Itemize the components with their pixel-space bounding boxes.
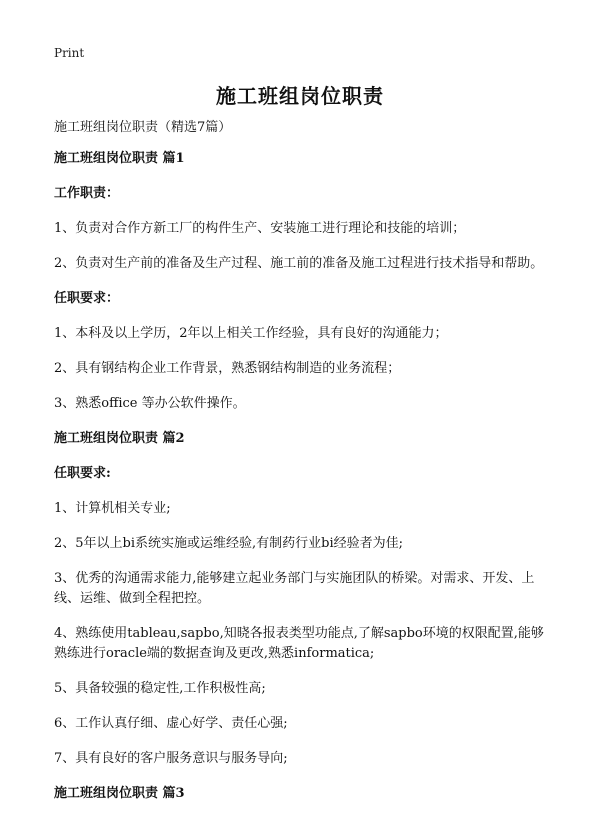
list-item: 2、5年以上bi系统实施或运维经验,有制药行业bi经验者为佳; [54,536,404,551]
list-item: 1、本科及以上学历，2年以上相关工作经验，具有良好的沟通能力； [54,326,448,341]
list-item: 5、具备较强的稳定性,工作积极性高; [54,681,266,696]
section [54,149,554,414]
document-body [54,118,554,819]
section [54,784,554,804]
document-subtitle: 施工班组岗位职责（精选7篇） [54,120,232,135]
sections-container [54,149,554,804]
list-item: 2、负责对生产前的准备及生产过程、施工前的准备及施工过程进行技术指导和帮助。 [54,256,544,271]
list-item: 4、熟练使用tableau,sapbo,知晓各报表类型功能点,了解sapbo环境的权限配置,能够熟练进行oracle端的数据查询及更改,熟悉informatica; [54,626,544,661]
list-item: 2、具有钢结构企业工作背景，熟悉钢结构制造的业务流程； [54,361,401,376]
list-item: 3、熟悉office 等办公软件操作。 [54,396,246,411]
section [54,429,554,769]
print-label: Print [54,46,85,60]
section-heading: 施工班组岗位职责 篇3 [54,786,185,801]
subsection-heading: 任职要求： [54,291,120,306]
section-heading: 施工班组岗位职责 篇2 [54,431,185,446]
list-item: 6、工作认真仔细、虚心好学、责任心强; [54,716,288,731]
list-item: 7、具有良好的客户服务意识与服务导向; [54,751,288,766]
section-heading: 施工班组岗位职责 篇1 [54,151,185,166]
list-item: 1、计算机相关专业; [54,501,171,516]
list-item: 3、优秀的沟通需求能力,能够建立起业务部门与实施团队的桥梁。对需求、开发、上线、运维、做到全程把控。 [54,571,535,606]
subsection-heading: 工作职责： [54,186,120,201]
list-item: 1、负责对合作方新工厂的构件生产、安装施工进行理论和技能的培训； [54,221,466,236]
subsection-heading: 任职要求: [54,466,111,481]
document-title: 施工班组岗位职责 [216,84,384,108]
